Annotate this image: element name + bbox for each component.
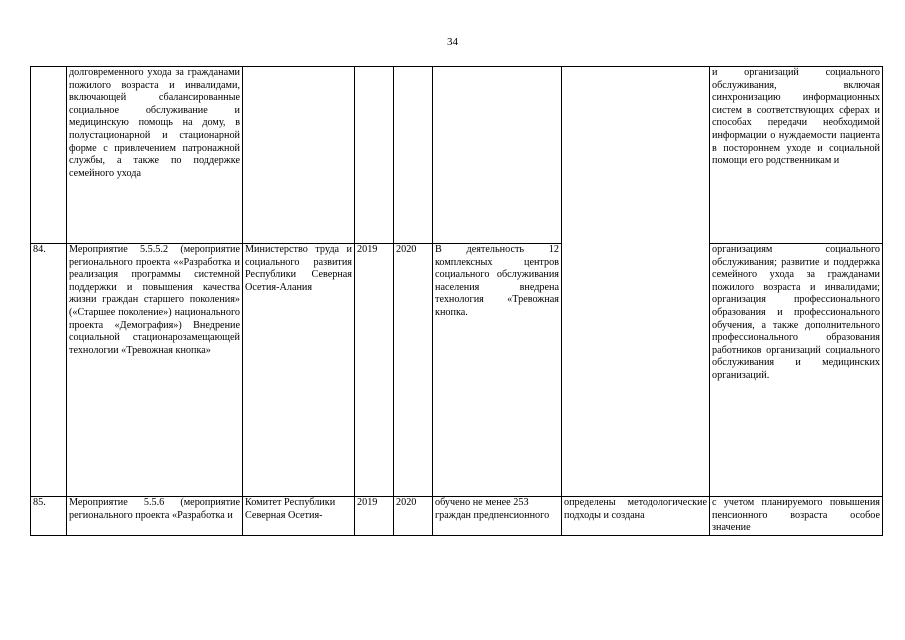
row-number: 85. xyxy=(31,497,67,536)
start-year-cell: 2019 xyxy=(355,244,394,497)
event-cell: Мероприятие 5.5.6 (мероприятие регионального проекта «Разработка и xyxy=(67,497,243,536)
row-number xyxy=(31,67,67,244)
result-cell: обучено не менее 253 граждан предпенсионного xyxy=(433,497,562,536)
end-year-cell: 2020 xyxy=(394,497,433,536)
connection-cell: определены методологические подходы и создана xyxy=(562,497,710,536)
table-row xyxy=(31,244,883,497)
start-year-cell: 2019 xyxy=(355,497,394,536)
event-cell: долговременного ухода за гражданами пожилого возраста и инвалидами, включающей сбалансированные социальное обслуживание и медицинскую помощь на дому, в полустационарной и стационарной форме с привлечением патронажной службы, а также по поддержке семейного ухода xyxy=(67,67,243,244)
table-row xyxy=(31,67,883,244)
result-cell: В деятельность 12 комплексных центров социального обслуживания населения внедрена технология «Тревожная кнопка. xyxy=(433,244,562,497)
result-cell xyxy=(433,67,562,244)
effect-cell: организациям социального обслуживания; развитие и поддержка семейного ухода за гражданами пожилого возраста и инвалидами; организация профессионального образования и профессионального обучения, а также дополнительного профессионального образования работников организаций социального обслуживания и медицинских организаций. xyxy=(710,244,883,497)
end-year-cell: 2020 xyxy=(394,244,433,497)
effect-cell: и организаций социального обслуживания, включая синхронизацию информационных систем в соответствующих сферах и способах передачи необходимой информации о нуждаемости пациента в постороннем уходе и социальной помощи его родственникам и xyxy=(710,67,883,244)
row-number: 84. xyxy=(31,244,67,497)
event-cell: Мероприятие 5.5.5.2 (мероприятие регионального проекта ««Разработка и реализация программы системной поддержки и повышения качества жизни граждан старшего поколения» («Старшее поколение») национального проекта «Демография») Внедрение социальной стационарозамещающей технологии «Тревожная кнопка» xyxy=(67,244,243,497)
executor-cell: Комитет Республики Северная Осетия- xyxy=(243,497,355,536)
measures-table xyxy=(30,66,883,536)
table-row xyxy=(31,497,883,536)
effect-cell: с учетом планируемого повышения пенсионного возраста особое значение xyxy=(710,497,883,536)
connection-cell xyxy=(562,67,710,497)
start-year-cell xyxy=(355,67,394,244)
end-year-cell xyxy=(394,67,433,244)
page-number: 34 xyxy=(447,36,458,48)
executor-cell xyxy=(243,67,355,244)
executor-cell: Министерство труда и социального развития Республики Северная Осетия-Алания xyxy=(243,244,355,497)
